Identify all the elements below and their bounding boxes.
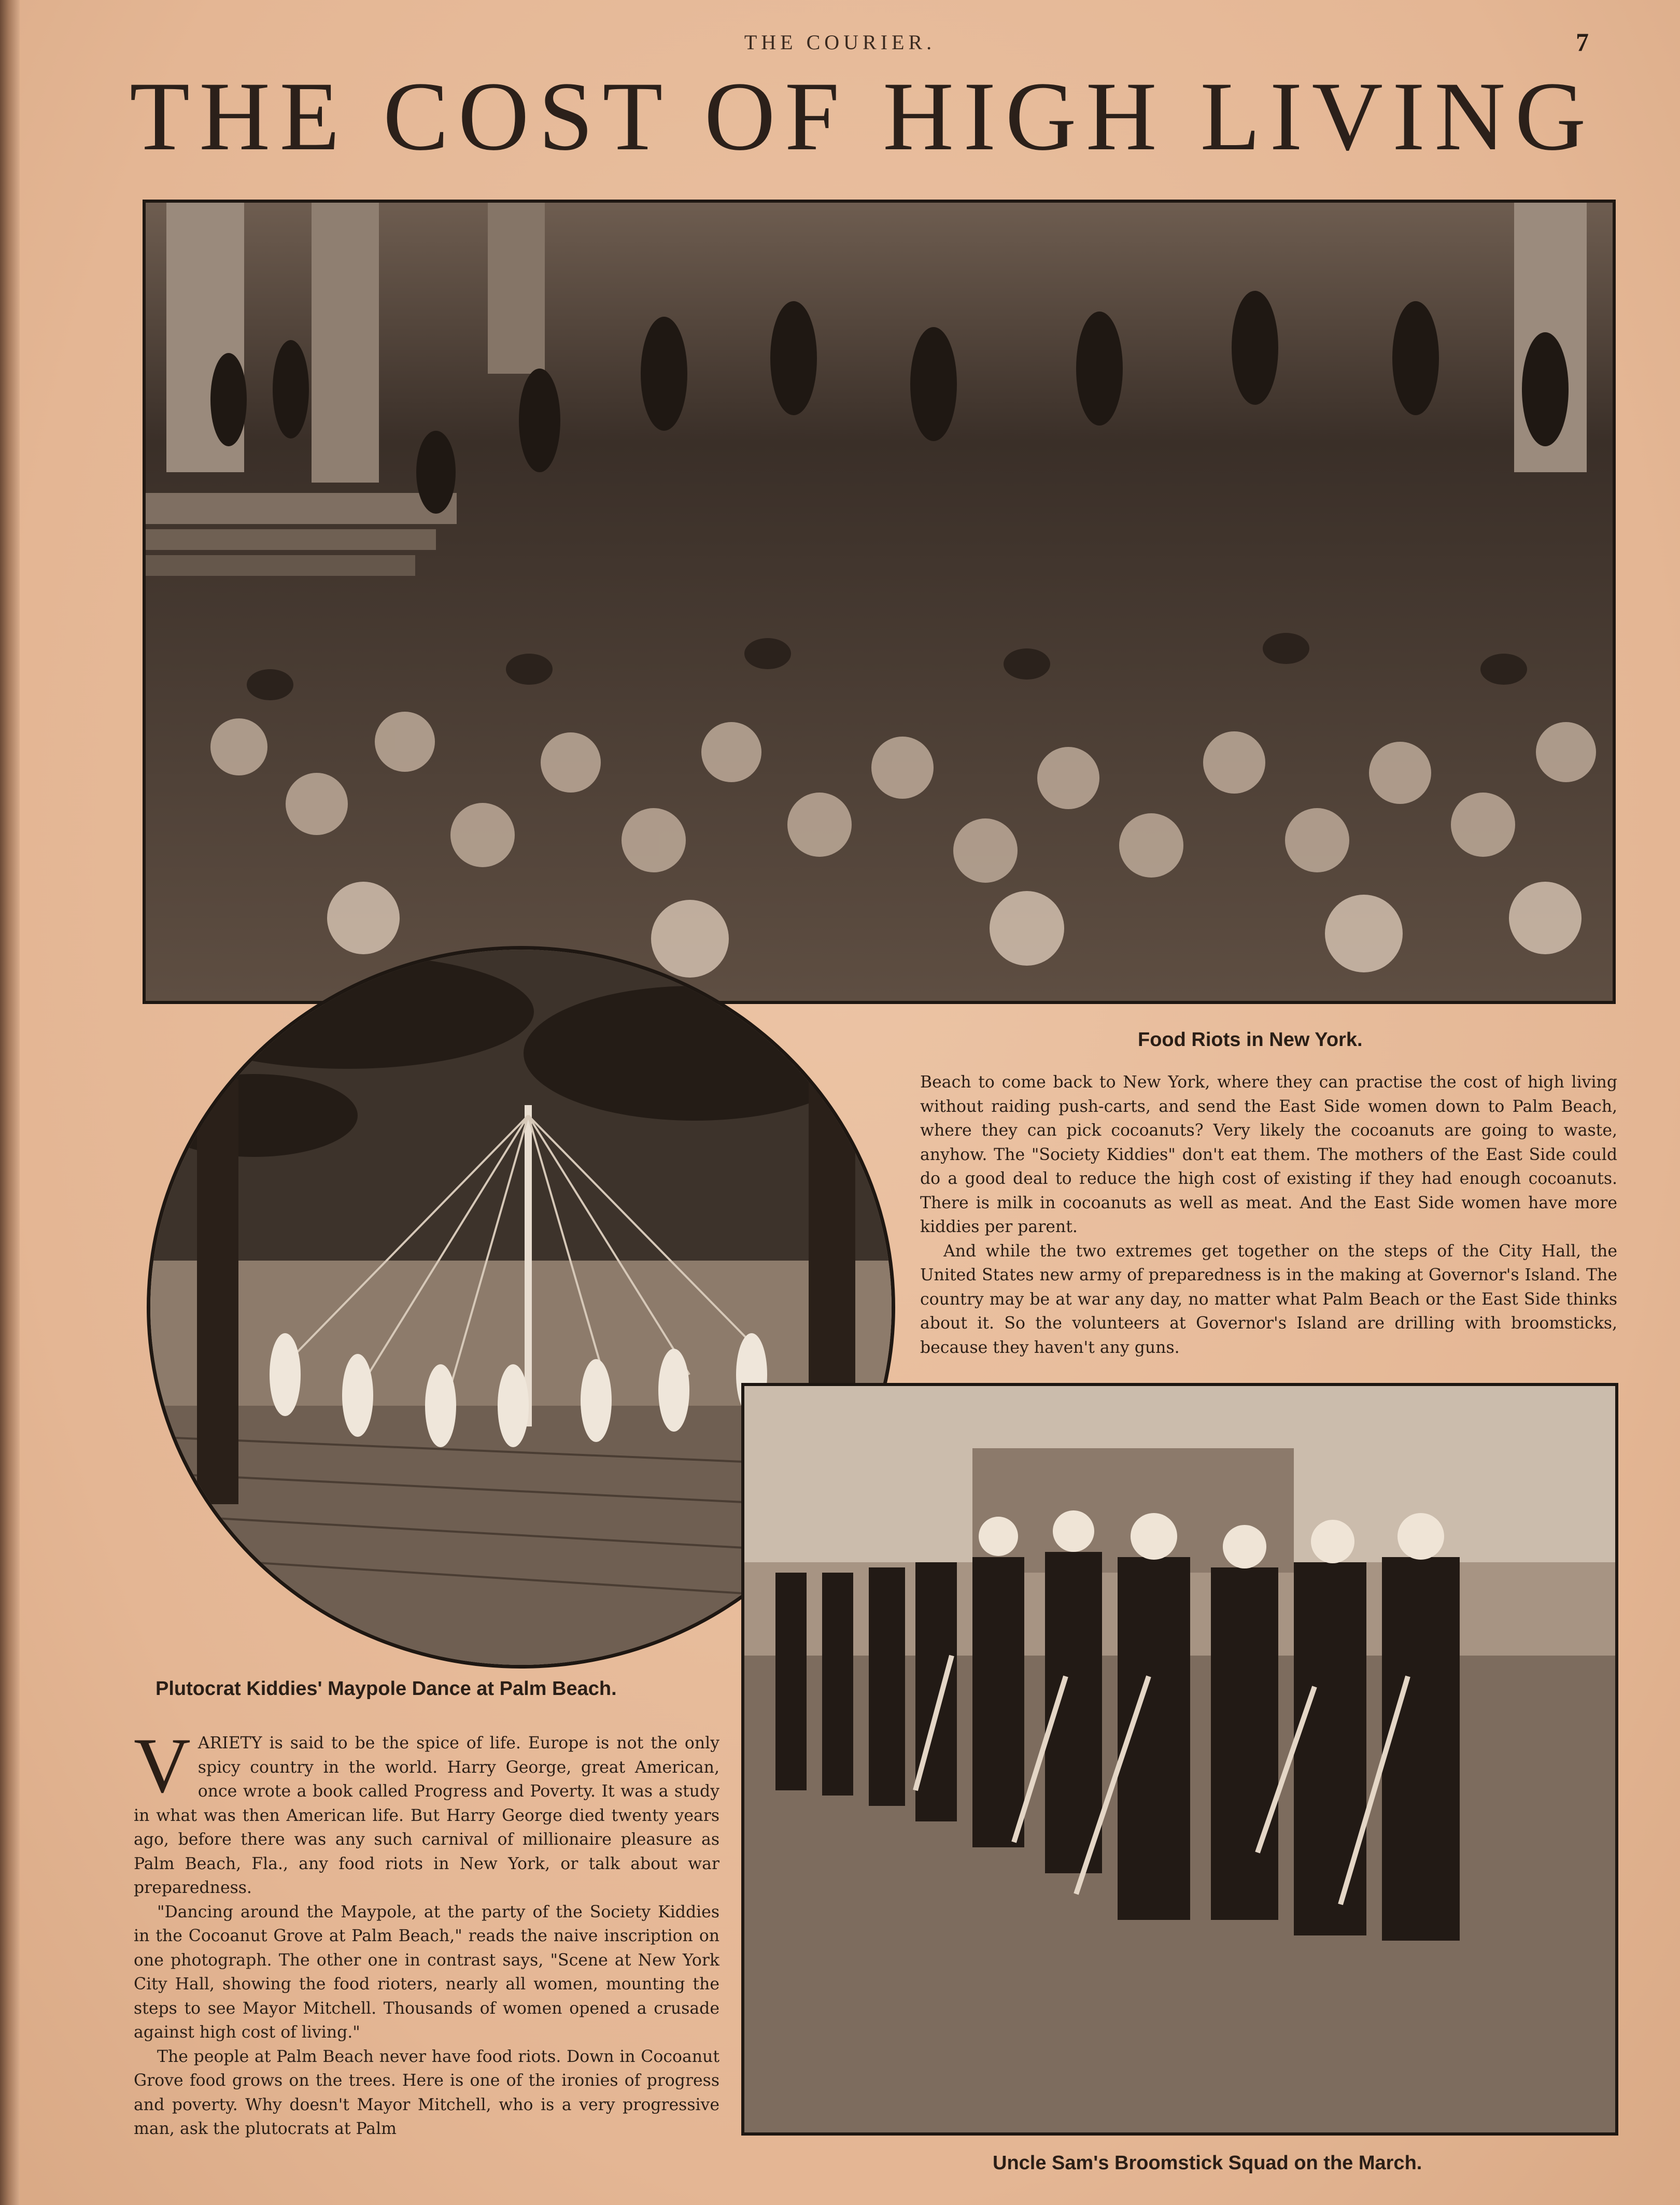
caption-broomstick-squad: Uncle Sam's Broomstick Squad on the March. — [993, 2152, 1422, 2174]
paragraph — [134, 1722, 719, 1900]
headline: THE COST OF HIGH LIVING — [130, 62, 1596, 171]
paragraph: "Dancing around the Maypole, at the party of the Society Kiddies in the Cocoanut Grove at Palm Beach," reads the naive inscription on one photograph. The other one in contrast says, "Scene at New York City Hall, showing the food rioters, nearly all women, mounting the steps to see Mayor Mitchell. Thousands of women opened a crusade against high cost of living." — [134, 1902, 719, 2042]
running-head: THE COURIER. — [744, 31, 936, 54]
paragraph-text: ARIETY is said to be the spice of life. Europe is not the only spicy country in the world. Harry George, great American, once wrote a book called Progress and Poverty. It was a study in what was then American life. But Harry George died twenty years ago, before there was any such carnival of millionaire pleasure as Palm Beach, Fla., any food riots in New York, or talk about war preparedness. — [134, 1734, 719, 1897]
photo-food-riots — [143, 200, 1616, 1004]
caption-food-riots: Food Riots in New York. — [1138, 1029, 1363, 1051]
paragraph: The people at Palm Beach never have food riots. Down in Cocoanut Grove food grows on the trees. Here is one of the ironies of progress and poverty. Why doesn't Mayor Mitchell, who is a very progressive man, ask the plutocrats at Palm — [134, 2047, 719, 2138]
article-column-left — [134, 1722, 719, 2141]
page-number: 7 — [1576, 27, 1589, 56]
binding-edge — [0, 0, 20, 2205]
caption-maypole: Plutocrat Kiddies' Maypole Dance at Palm Beach. — [156, 1678, 617, 1700]
drop-cap: V — [134, 1722, 191, 1809]
photo-broomstick-squad — [741, 1383, 1618, 2136]
paragraph: And while the two extremes get together on the steps of the City Hall, the United States new army of preparedness is in the making at Governor's Island. The country may be at war any day, no matter what Palm Beach or the East Side thinks about it. So the volunteers at Governor's Island are drilling with broomsticks, because they haven't any guns. — [920, 1241, 1617, 1357]
article-column-right — [920, 1070, 1617, 1360]
paragraph: Beach to come back to New York, where they can practise the cost of high living without raiding push-carts, and send the East Side women down to Palm Beach, where they can pick cocoanuts? Very likely the cocoanuts are going to waste, anyhow. The "Society Kiddies" don't eat them. The mothers of the East Side could do a good deal to reduce the high cost of existing if they had enough cocoanuts. There is milk in cocoanuts as well as meat. And the East Side women have more kiddies per parent. — [920, 1073, 1617, 1236]
